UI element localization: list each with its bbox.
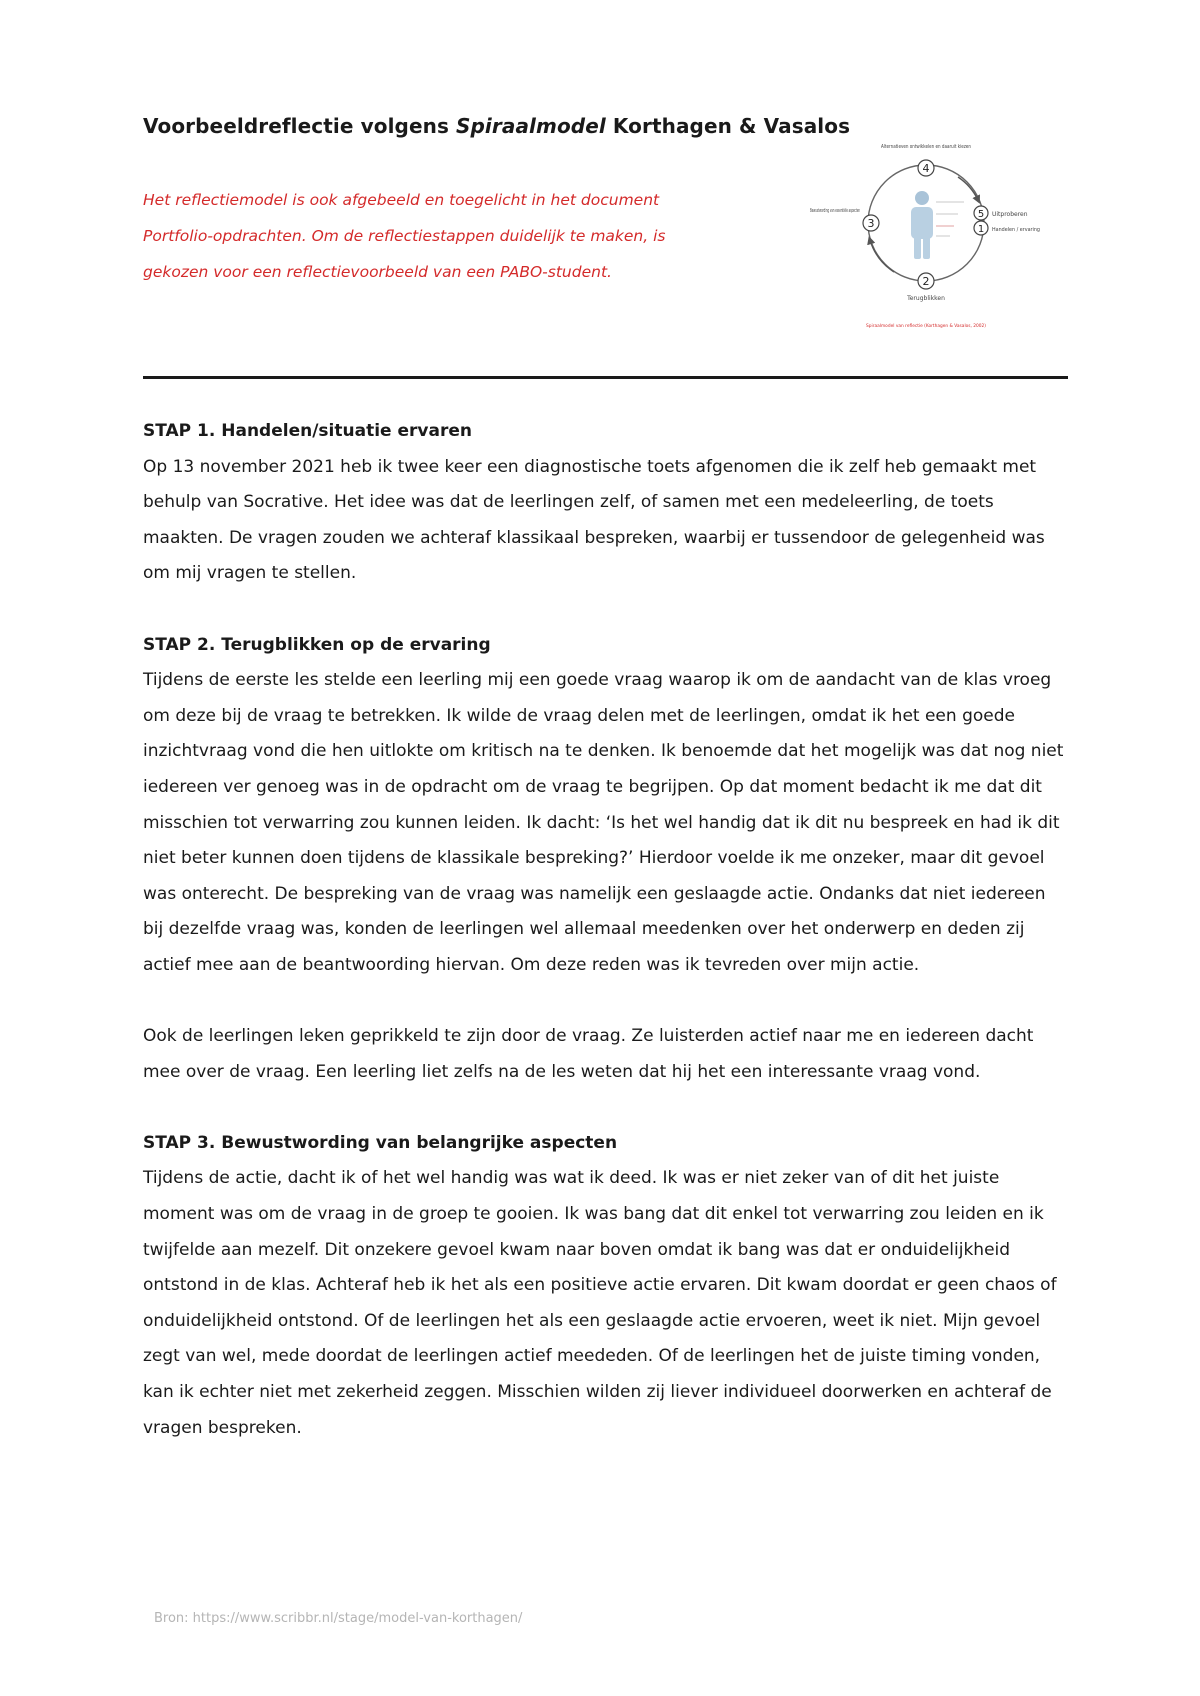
step-4-marker	[918, 160, 934, 176]
title-part1: Voorbeeldreflectie volgens	[143, 114, 457, 138]
section-stap-2	[143, 628, 1068, 1091]
document-title	[143, 114, 850, 138]
intro-note: Het reflectiemodel is ook afgebeeld en toegelicht in het document Portfolio-opdrachten. Om de reflectiestappen duidelijk te maken, is gekozen voor een reflectievoorbeeld van een PABO-student.	[143, 191, 666, 281]
label-step3: Bewustwording van essentiële aspecten	[810, 208, 860, 214]
diagram-caption: Spiraalmodel van reflectie (Korthagen & Vasalos, 2002)	[866, 324, 991, 329]
cycle-arrow	[870, 240, 894, 272]
svg-text:4: 4	[922, 162, 930, 175]
section-heading: STAP 2. Terugblikken op de ervaring	[143, 634, 491, 655]
label-step2: Terugblikken	[907, 295, 945, 302]
header-divider	[143, 376, 1068, 379]
step-3-marker	[863, 215, 879, 231]
title-part2: Korthagen & Vasalos	[605, 114, 851, 138]
step-2-marker	[918, 273, 934, 289]
cycle-arrow	[958, 177, 978, 200]
section-paragraph: Op 13 november 2021 heb ik twee keer een diagnostische toets afgenomen die ik zelf heb gemaakt met behulp van Socrative. Het idee was dat de leerlingen zelf, of samen met een medeleerling, de toets maakten. De vragen zouden we achteraf klassikaal bespreken, waarbij er tussendoor de gelegenheid was om mij vragen te stellen.	[143, 456, 1045, 584]
source-footer: Bron: https://www.scribbr.nl/stage/model-van-korthagen/	[154, 1611, 523, 1626]
svg-text:5: 5	[977, 209, 985, 220]
section-stap-1	[143, 414, 1068, 592]
section-paragraph: Tijdens de eerste les stelde een leerling mij een goede vraag waarop ik om de aandacht van de klas vroeg om deze bij de vraag te betrekken. Ik wilde de vraag delen met de leerlingen, omdat ik het een goede inzichtvraag vond die hen uitlokte om kritisch na te denken. Ik benoemde dat het mogelijk was dat nog niet iedereen ver genoeg was in de opdracht om de vraag te begrijpen. Op dat moment bedacht ik me dat dit misschien tot verwarring zou kunnen leiden. Ik dacht: ‘Is het wel handig dat ik dit nu bespreek en had ik dit niet beter kunnen doen tijdens de klassikale bespreking?’ Hierdoor voelde ik me onzeker, maar dit gevoel was onterecht. De bespreking van de vraag was namelijk een geslaagde actie. Ondanks dat niet iedereen bij dezelfde vraag was, konden de leerlingen wel allemaal meedenken over het onderwerp en deden zij actief mee aan de beantwoording hiervan. Om deze reden was ik tevreden over mijn actie.	[143, 670, 1064, 975]
label-step1: Handelen / ervaring	[992, 227, 1040, 233]
svg-text:3: 3	[867, 217, 875, 230]
title-italic: Spiraalmodel	[456, 114, 606, 138]
step-5-marker	[974, 206, 988, 220]
svg-text:2: 2	[922, 275, 930, 288]
section-heading: STAP 1. Handelen/situatie ervaren	[143, 421, 472, 441]
section-heading: STAP 3. Bewustwording van belangrijke aspecten	[143, 1132, 618, 1153]
label-step4: Alternatieven ontwikkelen en daaruit kiezen	[881, 144, 971, 150]
section-paragraph: Ook de leerlingen leken geprikkeld te zijn door de vraag. Ze luisterden actief naar me en iedereen dacht mee over de vraag. Een leerling liet zelfs na de les weten dat hij het een interessante vraag vond.	[143, 1026, 1034, 1082]
section-stap-3	[143, 1126, 1068, 1446]
section-paragraph: Tijdens de actie, dacht ik of het wel handig was wat ik deed. Ik was er niet zeker van of dit het juiste moment was om de vraag in de groep te gooien. Ik was bang dat dit enkel tot verwarring zou leiden en ik twijfelde aan mezelf. Dit onzekere gevoel kwam naar boven omdat ik bang was dat er onduidelijkheid ontstond in de klas. Achteraf heb ik het als een positieve actie ervaren. Dit kwam doordat er geen chaos of onduidelijkheid ontstond. Of de leerlingen het als een geslaagde actie ervoeren, weet ik niet. Mijn gevoel zegt van wel, mede doordat de leerlingen actief meededen. Of de leerlingen het de juiste timing vonden, kan ik echter niet met zekerheid zeggen. Misschien wilden zij liever individueel doorwerken en achteraf de vragen bespreken.	[143, 1168, 1057, 1438]
spiral-model-diagram	[808, 130, 1048, 342]
svg-text:1: 1	[977, 224, 985, 235]
person-icon	[911, 191, 933, 259]
step-1-marker	[974, 221, 988, 235]
reflection-body	[143, 414, 1068, 1482]
label-step5: Uitproberen	[992, 211, 1028, 218]
